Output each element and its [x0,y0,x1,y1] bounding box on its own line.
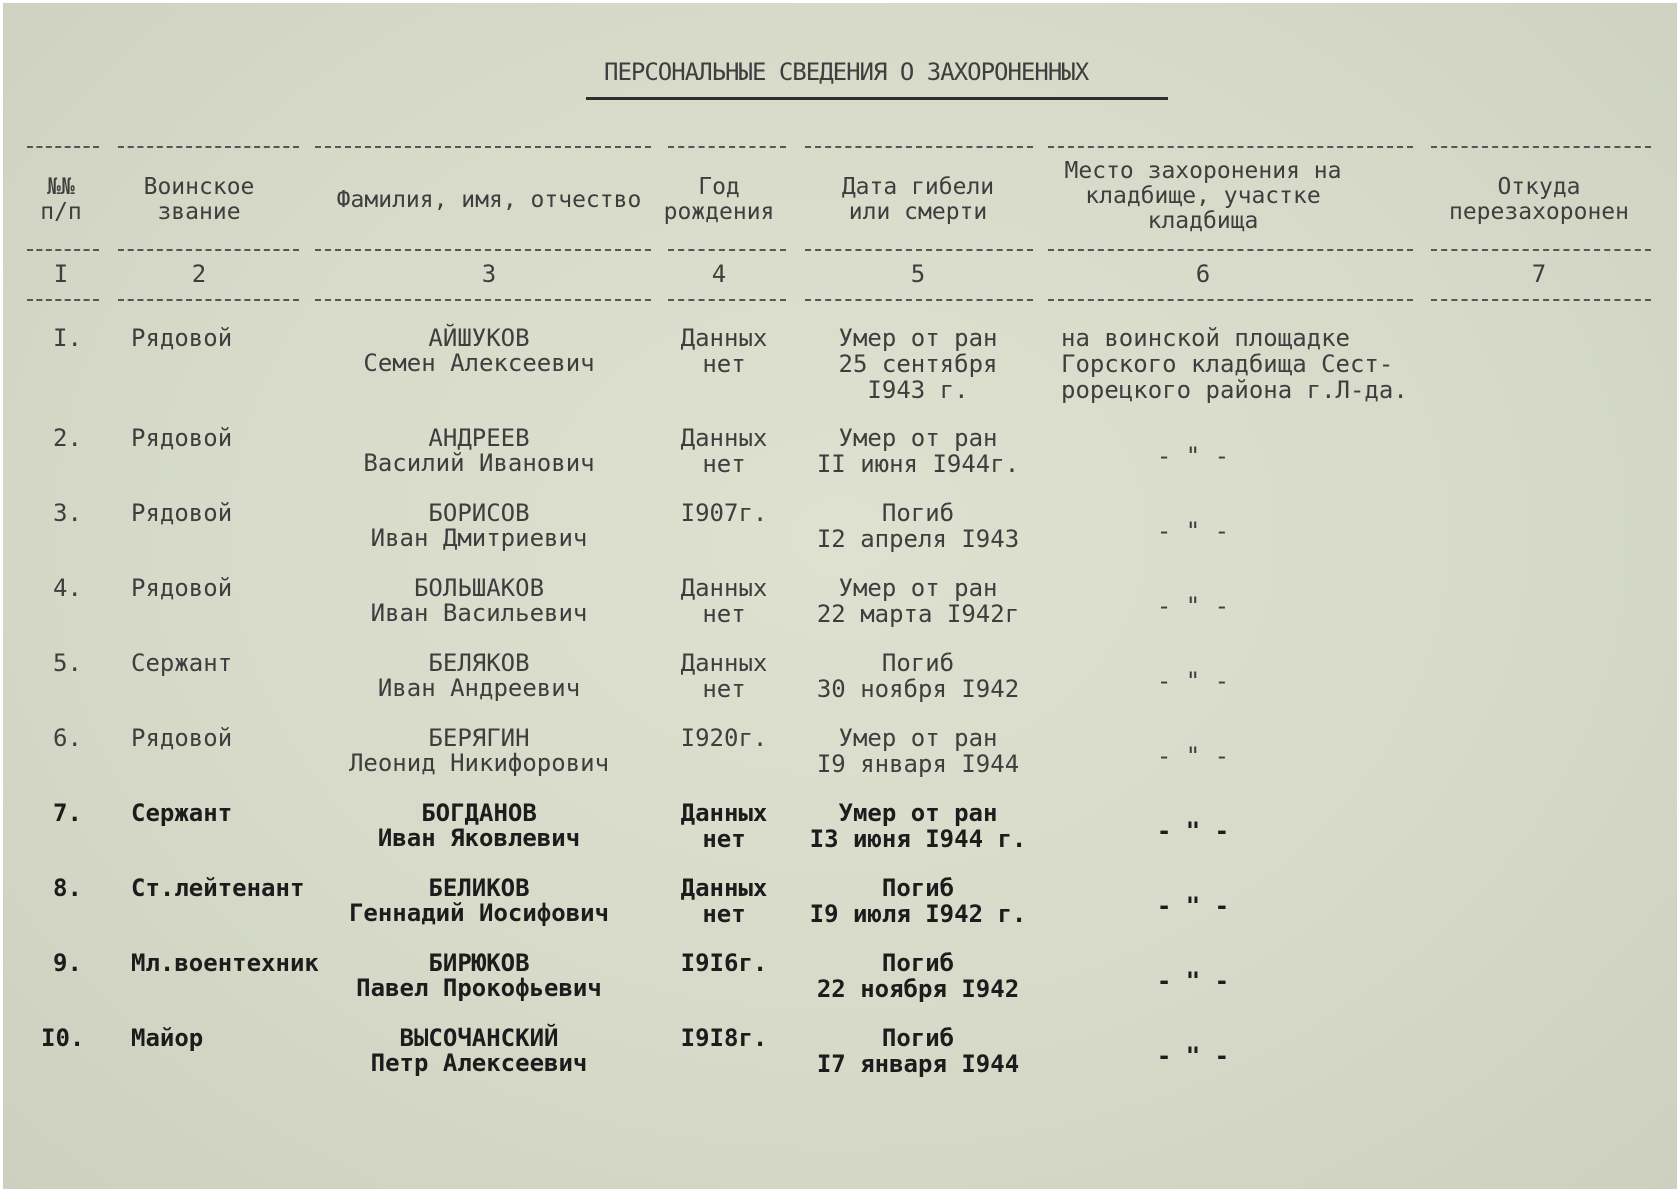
header-burial-place: Место захоронения на кладбище, участке кладбища [1064,158,1342,234]
table-rule [805,146,1033,148]
birth-year: Данных нет [680,649,768,703]
surname: ВЫСОЧАНСКИЙ [399,1024,559,1052]
rank: Мл.воентехник [131,949,319,977]
burial-place: - " - [1156,667,1230,695]
table-rule [315,146,651,148]
given-names: Иван Васильевич [370,599,588,627]
row-number: I0. [41,1024,85,1052]
row-number: 7. [53,799,82,827]
birth-year: Данных нет [680,874,768,928]
column-number: 5 [910,260,926,288]
birth-year: I9I8г. [680,1024,768,1052]
death-date: Умер от ран II июня I944г. [816,424,1020,478]
birth-year: Данных нет [680,324,768,378]
table-rule [668,299,786,301]
rank: Ст.лейтенант [131,874,305,902]
birth-year: Данных нет [680,799,768,853]
surname: БОЛЬШАКОВ [413,574,545,602]
column-number: 3 [481,260,497,288]
column-number: 7 [1531,260,1547,288]
table-rule [1431,249,1651,251]
burial-place: - " - [1156,1042,1230,1070]
header-birth-year: Год рождения [663,174,775,225]
table-rule [805,249,1033,251]
row-number: I. [53,324,82,352]
table-rule [805,299,1033,301]
table-rule [668,249,786,251]
table-rule [27,249,99,251]
table-rule [118,299,299,301]
given-names: Семен Алексеевич [363,349,595,377]
table-rule [1048,299,1413,301]
table-rule [1048,146,1413,148]
burial-place: - " - [1156,442,1230,470]
birth-year: I9I6г. [680,949,768,977]
rank: Майор [131,1024,204,1052]
burial-place: - " - [1156,967,1230,995]
row-number: 2. [53,424,82,452]
burial-place: на воинской площадке Горского кладбища Сест- рорецкого района г.Л-да. [1061,324,1408,404]
table-rule [27,299,99,301]
row-number: 3. [53,499,82,527]
death-date: Погиб I2 апреля I943 [816,499,1020,553]
surname: БЕРЯГИН [428,724,530,752]
given-names: Иван Яковлевич [377,824,581,852]
birth-year: I920г. [680,724,768,752]
table-rule [118,249,299,251]
row-number: 6. [53,724,82,752]
row-number: 8. [53,874,82,902]
death-date: Погиб I7 января I944 [816,1024,1020,1078]
rank: Рядовой [131,424,233,452]
rank: Рядовой [131,574,233,602]
column-number: 4 [711,260,727,288]
rank: Сержант [131,649,233,677]
given-names: Петр Алексеевич [370,1049,588,1077]
header-number: №№ п/п [40,174,82,225]
death-date: Умер от ран 22 марта I942г [816,574,1020,628]
header-name: Фамилия, имя, отчество [336,187,642,213]
table-rule [1431,299,1651,301]
death-date: Погиб 30 ноября I942 [816,649,1020,703]
table-rule [1048,249,1413,251]
given-names: Иван Андреевич [377,674,581,702]
rank: Сержант [131,799,233,827]
surname: АНДРЕЕВ [428,424,530,452]
column-number: 6 [1195,260,1211,288]
given-names: Иван Дмитриевич [370,524,588,552]
death-date: Умер от ран I9 января I944 [816,724,1020,778]
table-rule [118,146,299,148]
birth-year: Данных нет [680,424,768,478]
given-names: Василий Иванович [363,449,595,477]
document-page [3,3,1677,1189]
table-rule [315,249,651,251]
surname: БЕЛЯКОВ [428,649,530,677]
document-title: ПЕРСОНАЛЬНЫЕ СВЕДЕНИЯ О ЗАХОРОНЕННЫХ [604,58,1089,86]
death-date: Погиб I9 июля I942 г. [809,874,1027,928]
header-reburied-from: Откуда перезахоронен [1448,174,1630,225]
given-names: Леонид Никифорович [348,749,610,777]
death-date: Умер от ран I3 июня I944 г. [809,799,1027,853]
rank: Рядовой [131,499,233,527]
header-rank: Воинское звание [143,174,255,225]
row-number: 9. [53,949,82,977]
burial-place: - " - [1156,517,1230,545]
given-names: Павел Прокофьевич [356,974,602,1002]
birth-year: Данных нет [680,574,768,628]
rank: Рядовой [131,324,233,352]
table-rule [1431,146,1651,148]
surname: БЕЛИКОВ [428,874,530,902]
surname: БОРИСОВ [428,499,530,527]
row-number: 5. [53,649,82,677]
surname: АЙШУКОВ [428,324,530,352]
rank: Рядовой [131,724,233,752]
title-underline [586,97,1168,100]
table-rule [27,146,99,148]
given-names: Геннадий Иосифович [348,899,610,927]
burial-place: - " - [1156,742,1230,770]
header-death-date: Дата гибели или смерти [841,174,995,225]
column-number: I [53,260,69,288]
burial-place: - " - [1156,592,1230,620]
burial-place: - " - [1156,892,1230,920]
column-number: 2 [191,260,207,288]
surname: БОГДАНОВ [421,799,537,827]
table-rule [315,299,651,301]
burial-place: - " - [1156,817,1230,845]
death-date: Умер от ран 25 сентября I943 г. [838,324,998,404]
death-date: Погиб 22 ноября I942 [816,949,1020,1003]
table-rule [668,146,786,148]
row-number: 4. [53,574,82,602]
birth-year: I907г. [680,499,768,527]
surname: БИРЮКОВ [428,949,530,977]
